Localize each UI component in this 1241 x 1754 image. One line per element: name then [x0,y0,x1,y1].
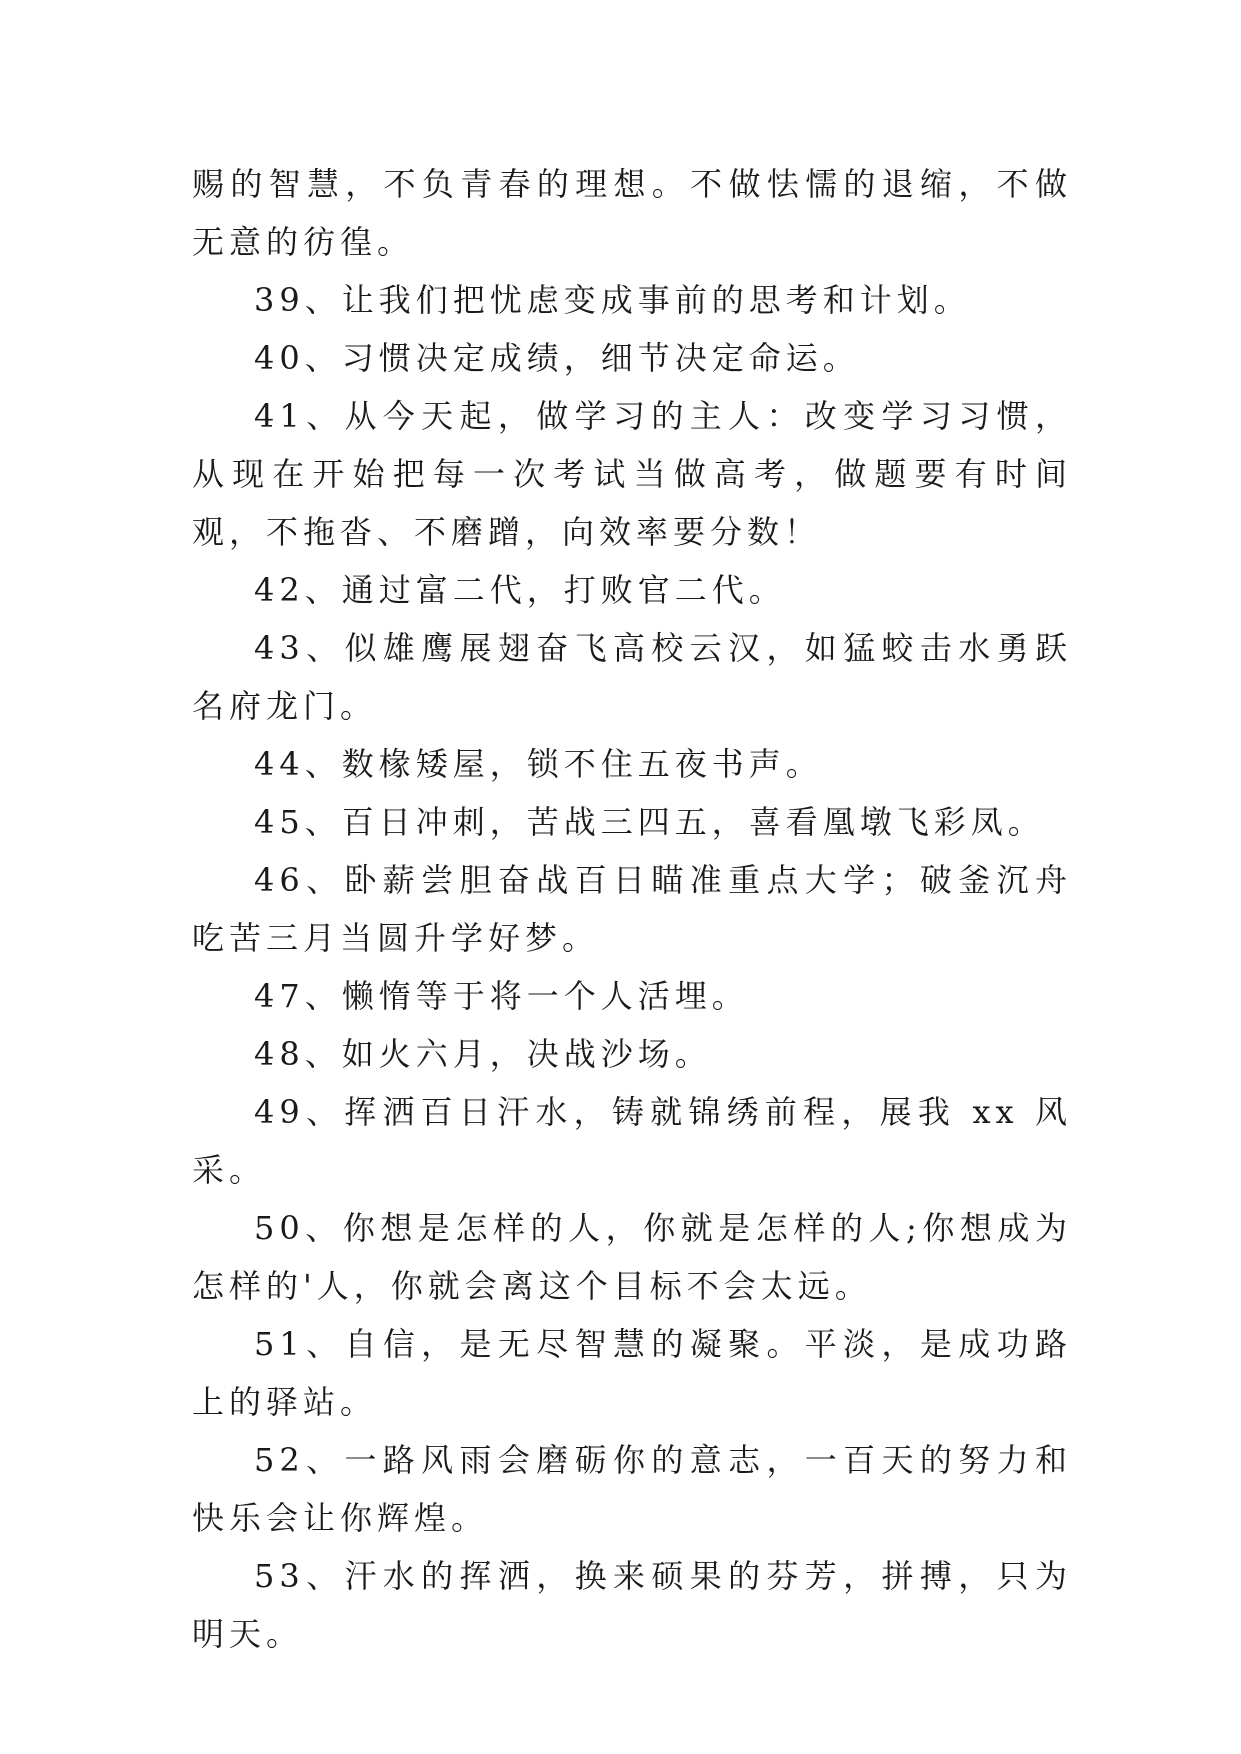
paragraph-item-51: 51、自信，是无尽智慧的凝聚。平淡，是成功路上的驿站。 [192,1325,1072,1421]
paragraph-item-41: 41、从今天起，做学习的主人：改变学习习惯，从现在开始把每一次考试当做高考，做题要有时间观，不拖沓、不磨蹭，向效率要分数！ [192,397,1072,551]
paragraph-item-50: 50、你想是怎样的人，你就是怎样的人;你想成为怎样的'人，你就会离这个目标不会太远。 [192,1209,1072,1305]
paragraph-item-46: 46、卧薪尝胆奋战百日瞄准重点大学；破釜沉舟吃苦三月当圆升学好梦。 [192,861,1072,957]
paragraph-item-42: 42、通过富二代，打败官二代。 [254,571,786,609]
paragraph-continuation: 赐的智慧，不负青春的理想。不做怯懦的退缩，不做无意的彷徨。 [192,165,1072,261]
paragraph-item-53: 53、汗水的挥洒，换来硕果的芬芳，拼搏，只为明天。 [192,1557,1072,1653]
paragraph-item-52: 52、一路风雨会磨砺你的意志，一百天的努力和快乐会让你辉煌。 [192,1441,1072,1537]
paragraph-item-39: 39、让我们把忧虑变成事前的思考和计划。 [254,281,971,319]
paragraph-item-49: 49、挥洒百日汗水，铸就锦绣前程，展我 xx 风采。 [192,1093,1072,1189]
paragraph-item-44: 44、数椽矮屋，锁不住五夜书声。 [254,745,823,783]
paragraph-item-47: 47、懒惰等于将一个人活埋。 [254,977,749,1015]
paragraph-item-40: 40、习惯决定成绩，细节决定命运。 [254,339,860,377]
paragraph-item-48: 48、如火六月，决战沙场。 [254,1035,712,1073]
paragraph-item-45: 45、百日冲刺，苦战三四五，喜看凰墩飞彩凤。 [254,803,1045,841]
paragraph-item-43: 43、似雄鹰展翅奋飞高校云汉，如猛蛟击水勇跃名府龙门。 [192,629,1072,725]
document-page [192,155,1072,1663]
